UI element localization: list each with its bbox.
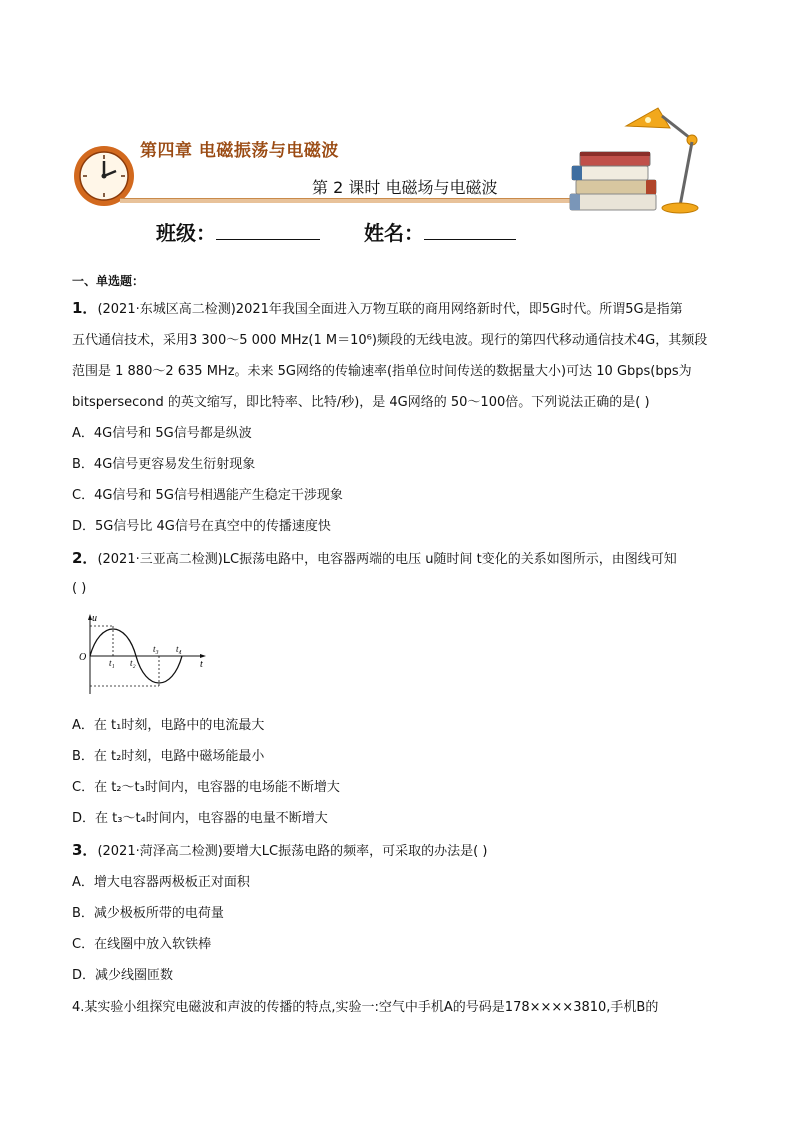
- section-title: 一、单选题：: [72, 274, 145, 288]
- q1-line-1: [72, 300, 683, 318]
- graph-label-t1: t₁: [109, 658, 115, 668]
- q1-option-b[interactable]: B．4G信号更容易发生衍射现象: [72, 457, 256, 472]
- q1-number: 1．: [72, 299, 98, 317]
- q2-option-a[interactable]: A．在 t₁时刻，电路中的电流最大: [72, 718, 265, 733]
- class-field[interactable]: [156, 217, 320, 246]
- q1-text-1: (2021·东城区高二检测)2021年我国全面进入万物互联的商用网络新时代，即5G时代。所谓5G是指第: [97, 302, 683, 317]
- q2-line-2: ( ): [72, 581, 87, 596]
- name-blank[interactable]: [424, 238, 516, 240]
- q3-option-b[interactable]: B．减少极板所带的电荷量: [72, 906, 224, 921]
- graph-label-o: O: [79, 652, 87, 663]
- lesson-title: 第 2 课时 电磁场与电磁波: [312, 178, 498, 197]
- q2-option-b[interactable]: B．在 t₂时刻，电路中磁场能最小: [72, 749, 265, 764]
- q1-line-2: 五代通信技术，采用3 300～5 000 MHz(1 M＝10⁶)频段的无线电波。现行的第四代移动通信技术4G，其频段: [72, 333, 708, 348]
- graph-label-t2: t₂: [130, 658, 136, 668]
- q2-number: 2．: [72, 549, 98, 567]
- chapter-title: 第四章 电磁振荡与电磁波: [140, 141, 339, 161]
- graph-label-t4: t₄: [176, 644, 182, 654]
- q2-line-1: [72, 550, 677, 568]
- q3-option-a[interactable]: A．增大电容器两极板正对面积: [72, 875, 250, 890]
- class-label: 班级：: [156, 221, 216, 245]
- q4-line-1: 4.某实验小组探究电磁波和声波的传播的特点,实验一:空气中手机A的号码是178××××3810,手机B的: [72, 1000, 659, 1015]
- desk-lamp-icon: [618, 94, 714, 216]
- q3-number: 3．: [72, 841, 98, 859]
- q3-option-d[interactable]: D．减少线圈匝数: [72, 968, 174, 983]
- name-label: 姓名：: [364, 221, 424, 245]
- q1-option-a[interactable]: A．4G信号和 5G信号都是纵波: [72, 426, 252, 441]
- q3-text-1: (2021·菏泽高二检测)要增大LC振荡电路的频率，可采取的办法是( ): [97, 844, 488, 859]
- q2-option-c[interactable]: C．在 t₂～t₃时间内，电容器的电场能不断增大: [72, 780, 340, 795]
- graph-label-t: t: [200, 659, 203, 670]
- q1-line-3: 范围是 1 880～2 635 MHz。未来 5G网络的传输速率(指单位时间传送的数据量大小)可达 10 Gbps(bps为: [72, 364, 692, 379]
- q1-option-d[interactable]: D．5G信号比 4G信号在真空中的传播速度快: [72, 519, 331, 534]
- graph-label-t3: t₃: [153, 644, 159, 654]
- q2-option-d[interactable]: D．在 t₃～t₄时间内，电容器的电量不断增大: [72, 811, 328, 826]
- name-field[interactable]: [364, 217, 516, 246]
- q3-option-c[interactable]: C．在线圈中放入软铁棒: [72, 937, 212, 952]
- header-rule: [120, 198, 580, 203]
- q1-line-4: bitspersecond 的英文缩写，即比特率、比特/秒)，是 4G网络的 50～100倍。下列说法正确的是( ): [72, 395, 650, 410]
- q2-text-1: (2021·三亚高二检测)LC振荡电路中，电容器两端的电压 u随时间 t变化的关系如图所示，由图线可知: [97, 552, 677, 567]
- graph-label-u: u: [92, 613, 97, 624]
- class-blank[interactable]: [216, 238, 320, 240]
- voltage-time-graph: [78, 612, 210, 700]
- q3-line-1: [72, 842, 487, 860]
- q1-option-c[interactable]: C．4G信号和 5G信号相遇能产生稳定干涉现象: [72, 488, 343, 503]
